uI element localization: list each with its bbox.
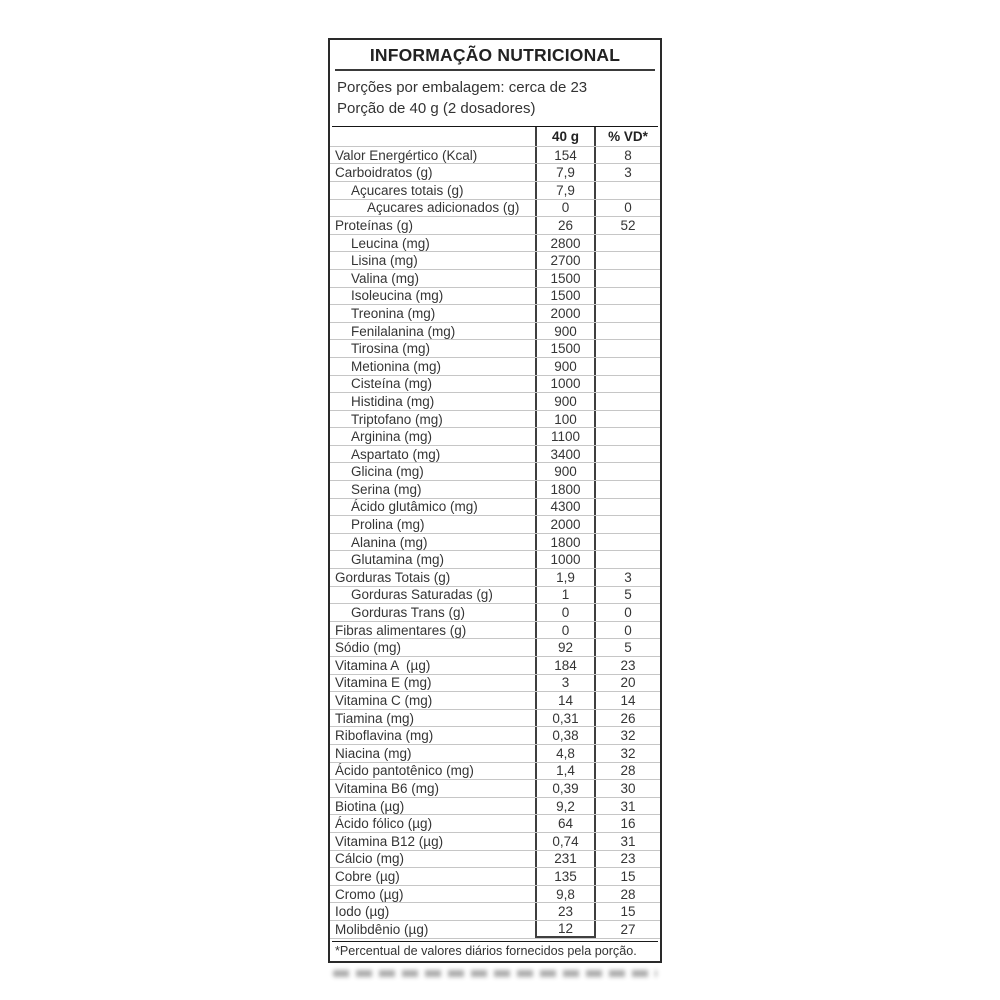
nutrient-name: Arginina (mg) [351,429,433,445]
nutrient-dv: 23 [594,657,660,674]
nutrient-name: Valina (mg) [351,270,420,286]
nutrient-name: Biotina (µg) [335,798,405,814]
nutrient-dv [594,411,660,428]
nutrient-dv [594,358,660,375]
nutrient-dv [594,182,660,199]
nutrient-amount: 12 [535,921,594,938]
nutrient-amount: 1000 [535,551,594,568]
nutrient-dv [594,428,660,445]
table-row [330,516,660,534]
table-row [330,727,660,745]
nutrient-amount: 0 [535,622,594,639]
nutrient-name: Valor Energértico (Kcal) [335,147,478,163]
nutrient-amount: 0,74 [535,833,594,850]
nutrient-amount: 135 [535,868,594,885]
table-row [330,534,660,552]
nutrient-dv [594,463,660,480]
nutrient-dv: 0 [594,200,660,217]
nutrient-name: Molibdênio (µg) [335,921,429,937]
table-row [330,481,660,499]
nutrient-name: Açucares adicionados (g) [367,200,520,216]
nutrient-dv [594,481,660,498]
nutrient-dv: 32 [594,727,660,744]
nutrient-name: Prolina (mg) [351,517,425,533]
header-amount-column: 40 g [535,127,594,146]
nutrient-amount: 1500 [535,270,594,287]
nutrition-facts-panel [328,38,662,963]
nutrient-dv [594,446,660,463]
table-row [330,780,660,798]
nutrient-name: Lisina (mg) [351,253,418,269]
nutrient-dv [594,340,660,357]
table-row [330,851,660,869]
nutrient-amount: 2800 [535,235,594,252]
table-row [330,604,660,622]
table-row [330,323,660,341]
table-row [330,288,660,306]
nutrient-name: Iodo (µg) [335,904,390,920]
nutrient-name: Niacina (mg) [335,745,412,761]
table-row [330,182,660,200]
nutrient-amount: 154 [535,147,594,164]
nutrient-name: Vitamina E (mg) [335,675,432,691]
nutrient-amount: 900 [535,358,594,375]
nutrient-amount: 3 [535,675,594,692]
nutrient-amount: 1800 [535,534,594,551]
table-row [330,411,660,429]
nutrient-dv [594,551,660,568]
nutrient-name: Carboidratos (g) [335,165,433,181]
nutrient-amount: 900 [535,393,594,410]
nutrition-table [330,127,660,939]
nutrient-name: Ácido fólico (µg) [335,816,433,832]
table-row [330,675,660,693]
nutrient-dv: 23 [594,851,660,868]
nutrient-dv: 5 [594,639,660,656]
nutrient-amount: 231 [535,851,594,868]
nutrient-name: Proteínas (g) [335,217,414,233]
nutrient-dv [594,534,660,551]
serving-info [330,71,660,126]
nutrient-name: Triptofano (mg) [351,411,443,427]
nutrient-amount: 1,9 [535,569,594,586]
nutrient-dv: 52 [594,217,660,234]
table-row [330,833,660,851]
nutrient-name: Treonina (mg) [351,305,436,321]
nutrient-amount: 0 [535,604,594,621]
nutrient-amount: 2000 [535,305,594,322]
nutrient-dv: 5 [594,587,660,604]
table-row [330,393,660,411]
nutrient-amount: 0,38 [535,727,594,744]
nutrient-amount: 92 [535,639,594,656]
nutrient-name: Vitamina A (µg) [335,657,431,673]
cropped-text-remnant [333,970,657,977]
nutrient-amount: 4,8 [535,745,594,762]
nutrient-dv [594,288,660,305]
nutrient-amount: 2000 [535,516,594,533]
nutrient-amount: 7,9 [535,164,594,181]
table-row [330,164,660,182]
nutrient-name: Metionina (mg) [351,358,442,374]
nutrient-name: Leucina (mg) [351,235,430,251]
nutrient-name: Vitamina B12 (µg) [335,833,444,849]
nutrient-name: Gorduras Saturadas (g) [351,587,493,603]
nutrient-dv: 20 [594,675,660,692]
nutrient-dv: 8 [594,147,660,164]
table-row [330,499,660,517]
nutrient-amount: 14 [535,692,594,709]
servings-per-package: Porções por embalagem: cerca de 23 [337,79,588,96]
nutrient-amount: 1500 [535,288,594,305]
table-row [330,217,660,235]
table-row [330,657,660,675]
table-row [330,763,660,781]
table-row [330,868,660,886]
table-row [330,815,660,833]
nutrient-name: Gorduras Totais (g) [335,569,451,585]
nutrient-name: Isoleucina (mg) [351,288,444,304]
nutrient-amount: 1100 [535,428,594,445]
nutrient-amount: 26 [535,217,594,234]
nutrient-name: Fenilalanina (mg) [351,323,456,339]
nutrient-name: Cisteína (mg) [351,376,433,392]
panel-title: INFORMAÇÃO NUTRICIONAL [369,45,621,65]
header-dv-column: % VD* [594,127,660,146]
nutrient-dv [594,499,660,516]
nutrient-amount: 1000 [535,376,594,393]
dv-footnote: *Percentual de valores diários fornecidos pela porção. [335,944,637,958]
table-row [330,551,660,569]
table-row [330,147,660,165]
nutrient-amount: 900 [535,463,594,480]
nutrient-name: Vitamina B6 (mg) [335,780,440,796]
nutrient-dv: 28 [594,886,660,903]
nutrient-dv: 16 [594,815,660,832]
table-row [330,798,660,816]
nutrient-amount: 0,39 [535,780,594,797]
table-row [330,692,660,710]
nutrient-dv: 31 [594,798,660,815]
nutrient-name: Glutamina (mg) [351,552,445,568]
nutrient-name: Vitamina C (mg) [335,693,433,708]
nutrient-dv: 14 [594,692,660,709]
nutrient-dv: 31 [594,833,660,850]
nutrient-amount: 1,4 [535,763,594,780]
nutrient-dv: 30 [594,780,660,797]
table-row [330,270,660,288]
nutrient-amount: 100 [535,411,594,428]
nutrient-dv: 15 [594,868,660,885]
nutrient-dv [594,252,660,269]
nutrient-amount: 1800 [535,481,594,498]
nutrient-dv: 0 [594,604,660,621]
nutrient-amount: 23 [535,903,594,920]
nutrient-name: Cromo (µg) [335,886,404,902]
table-row [330,639,660,657]
nutrient-name: Sódio (mg) [335,640,402,656]
nutrient-name: Gorduras Trans (g) [351,605,466,621]
table-row [330,376,660,394]
nutrient-amount: 9,8 [535,886,594,903]
table-row [330,587,660,605]
nutrient-name: Glicina (mg) [351,464,424,480]
nutrient-dv: 32 [594,745,660,762]
nutrient-amount: 7,9 [535,182,594,199]
nutrient-name: Fibras alimentares (g) [335,622,467,638]
nutrient-amount: 900 [535,323,594,340]
nutrient-name: Serina (mg) [351,481,422,497]
nutrient-name: Ácido pantotênico (mg) [335,763,474,779]
table-row [330,463,660,481]
nutrient-amount: 9,2 [535,798,594,815]
nutrient-name: Tiamina (mg) [335,710,415,726]
table-header-row [330,127,660,147]
nutrient-dv: 3 [594,164,660,181]
nutrient-name: Riboflavina (mg) [335,728,434,744]
nutrient-name: Açucares totais (g) [351,182,464,198]
table-row [330,200,660,218]
nutrient-dv [594,235,660,252]
nutrient-dv: 3 [594,569,660,586]
nutrient-dv: 0 [594,622,660,639]
table-row [330,622,660,640]
table-row [330,569,660,587]
nutrient-name: Histidina (mg) [351,393,435,409]
nutrient-amount: 0 [535,200,594,217]
nutrient-dv [594,270,660,287]
nutrient-dv [594,376,660,393]
table-row [330,235,660,253]
nutrient-amount: 3400 [535,446,594,463]
nutrient-name: Ácido glutâmico (mg) [351,499,478,515]
table-row [330,428,660,446]
nutrient-amount: 2700 [535,252,594,269]
nutrient-amount: 184 [535,657,594,674]
table-row [330,886,660,904]
table-row [330,921,660,939]
nutrient-dv [594,393,660,410]
nutrient-amount: 0,31 [535,710,594,727]
table-body [330,147,660,939]
nutrient-dv: 26 [594,710,660,727]
nutrient-dv [594,323,660,340]
nutrient-name: Aspartato (mg) [351,446,441,462]
nutrient-dv [594,305,660,322]
nutrient-dv [594,516,660,533]
table-row [330,446,660,464]
nutrient-dv: 15 [594,903,660,920]
nutrient-name: Tirosina (mg) [351,341,431,357]
table-row [330,745,660,763]
nutrient-name: Cobre (µg) [335,868,400,884]
table-row [330,903,660,921]
serving-size: Porção de 40 g (2 dosadores) [337,100,536,117]
nutrient-name: Alanina (mg) [351,534,428,550]
table-row [330,710,660,728]
nutrient-dv: 27 [594,921,660,938]
table-row [330,252,660,270]
nutrient-dv: 28 [594,763,660,780]
nutrient-name: Cálcio (mg) [335,851,405,867]
nutrient-amount: 4300 [535,499,594,516]
table-row [330,305,660,323]
nutrient-amount: 1 [535,587,594,604]
nutrient-amount: 64 [535,815,594,832]
nutrient-amount: 1500 [535,340,594,357]
table-row [330,358,660,376]
table-row [330,340,660,358]
